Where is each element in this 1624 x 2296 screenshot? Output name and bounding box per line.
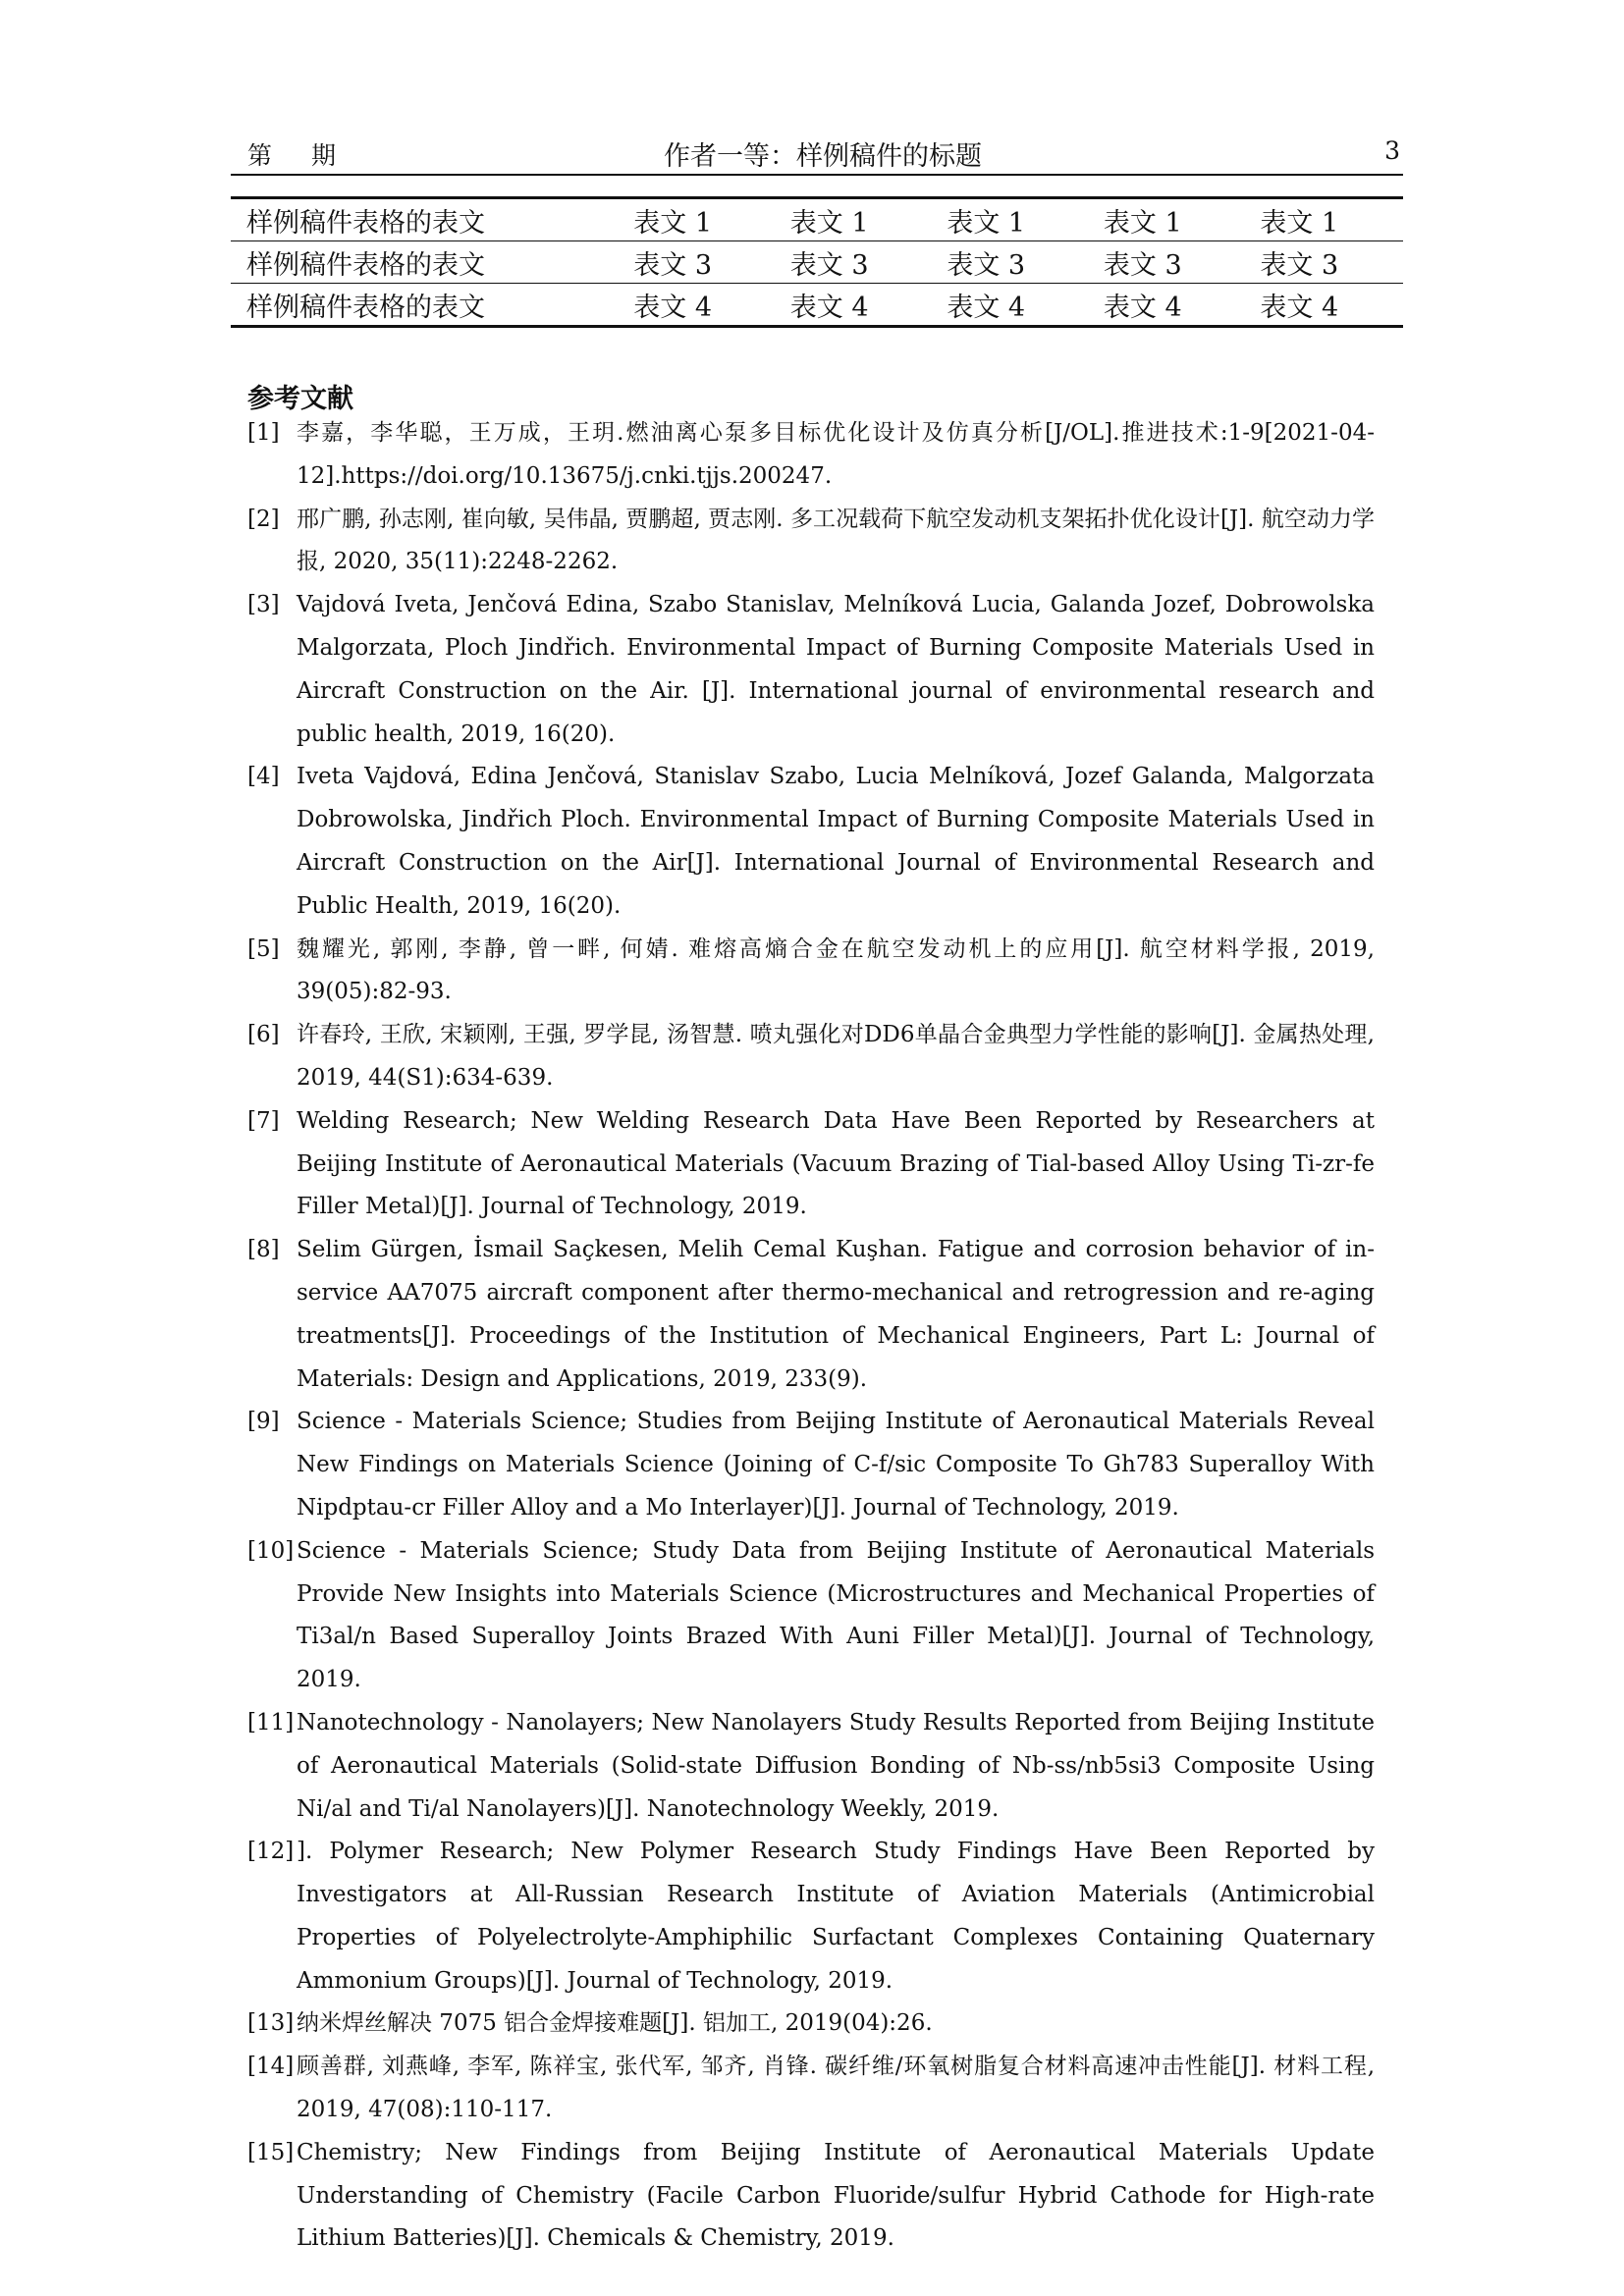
table-row bbox=[231, 198, 1403, 241]
reference-text: Nanotechnology - Nanolayers; New Nanolayers Study Results Reported from Beijing Institute of Aeronautical Materials (Solid-state Diffusion Bonding of Nb-ss/nb5si3 Composite Using Ni/al and Ti/al Nanolayers)[J]. Nanotechnology Weekly, 2019. bbox=[297, 1709, 1375, 1822]
reference-text: 魏耀光, 郭刚, 李静, 曾一畔, 何婧. 难熔高熵合金在航空发动机上的应用[J]. 航空材料学报, 2019, 39(05):82-93. bbox=[297, 935, 1375, 1005]
reference-text: 邢广鹏, 孙志刚, 崔向敏, 吴伟晶, 贾鹏超, 贾志刚. 多工况载荷下航空发动机支架拓扑优化设计[J]. 航空动力学报, 2020, 35(11):2248-2262. bbox=[297, 506, 1375, 575]
page-number: 3 bbox=[1384, 136, 1400, 165]
reference-number: [8] bbox=[247, 1237, 280, 1263]
reference-item bbox=[244, 1702, 1375, 1831]
reference-number: [15] bbox=[247, 2139, 295, 2165]
table-row-label: 样例稿件表格的表文 bbox=[246, 207, 485, 239]
header-rule bbox=[231, 174, 1403, 176]
table-cell: 表文 3 bbox=[1260, 249, 1339, 281]
table-cell: 表文 4 bbox=[633, 292, 713, 323]
reference-number: [7] bbox=[247, 1107, 280, 1134]
reference-number: [4] bbox=[247, 764, 280, 790]
table-cell: 表文 1 bbox=[789, 207, 869, 239]
reference-item bbox=[244, 929, 1375, 1015]
reference-number: [10] bbox=[247, 1537, 295, 1564]
reference-number: [1] bbox=[247, 420, 280, 446]
reference-number: [11] bbox=[247, 1709, 295, 1735]
reference-item bbox=[244, 1530, 1375, 1702]
reference-item bbox=[244, 1229, 1375, 1401]
reference-text: ]. Polymer Research; New Polymer Research Study Findings Have Been Reported by Investigators at All-Russian Research Institute of Aviation Materials (Antimicrobial Properties of Polyelectrolyte-Amphiphilic Surfactant Complexes Containing Quaternary Ammonium Groups)[J]. Journal of Technology, 2019. bbox=[297, 1839, 1375, 1994]
reference-item bbox=[244, 1014, 1375, 1100]
reference-item bbox=[244, 2132, 1375, 2261]
table-cell: 表文 4 bbox=[1103, 292, 1182, 323]
table-cell: 表文 4 bbox=[947, 292, 1026, 323]
table-row-label: 样例稿件表格的表文 bbox=[246, 249, 485, 281]
reference-text: Science - Materials Science; Studies from Beijing Institute of Aeronautical Materials Reveal New Findings on Materials Science (Joining of C-f/sic Composite To Gh783 Superalloy With Nipdptau-cr Filler Alloy and a Mo Interlayer)[J]. Journal of Technology, 2019. bbox=[297, 1409, 1375, 1521]
reference-number: [3] bbox=[247, 592, 280, 618]
reference-text: 许春玲, 王欣, 宋颖刚, 王强, 罗学昆, 汤智慧. 喷丸强化对DD6单晶合金典型力学性能的影响[J]. 金属热处理, 2019, 44(S1):634-639. bbox=[297, 1022, 1375, 1091]
header-title: 作者一等：样例稿件的标题 bbox=[664, 141, 982, 172]
reference-number: [9] bbox=[247, 1409, 280, 1435]
table-cell: 表文 3 bbox=[947, 249, 1026, 281]
reference-text: Welding Research; New Welding Research Data Have Been Reported by Researchers at Beijing Institute of Aeronautical Materials (Vacuum Brazing of Tial-based Alloy Using Ti-zr-fe Filler Metal)[J]. Journal of Technology, 2019. bbox=[297, 1107, 1375, 1220]
reference-text: Chemistry; New Findings from Beijing Institute of Aeronautical Materials Update Understanding of Chemistry (Facile Carbon Fluoride/sulfur Hybrid Cathode for High-rate Lithium Batteries)[J]. Chemicals & Chemistry, 2019. bbox=[297, 2139, 1375, 2252]
table-row bbox=[231, 241, 1403, 284]
table-row bbox=[231, 284, 1403, 327]
reference-number: [13] bbox=[247, 2010, 295, 2037]
reference-text: Selim Gürgen, İsmail Saçkesen, Melih Cemal Kuşhan. Fatigue and corrosion behavior of in-service AA7075 aircraft component after thermo-mechanical and retrogression and re-aging treatments[J]. Proceedings of the Institution of Mechanical Engineers, Part L: Journal of Materials: Design and Applications, 2019, 233(9). bbox=[297, 1237, 1375, 1392]
reference-number: [12] bbox=[247, 1839, 295, 1865]
table-cell: 表文 1 bbox=[633, 207, 713, 239]
reference-number: [5] bbox=[247, 935, 280, 962]
reference-item bbox=[244, 1831, 1375, 2002]
reference-item bbox=[244, 584, 1375, 756]
reference-list bbox=[244, 412, 1375, 2261]
table-cell: 表文 3 bbox=[633, 249, 713, 281]
table-cell: 表文 4 bbox=[1260, 292, 1339, 323]
reference-number: [14] bbox=[247, 2054, 295, 2080]
running-header bbox=[244, 133, 1402, 172]
reference-item bbox=[244, 2002, 1375, 2046]
reference-number: [6] bbox=[247, 1022, 280, 1048]
reference-text: 顾善群, 刘燕峰, 李军, 陈祥宝, 张代军, 邹齐, 肖锋. 碳纤维/环氧树脂复合材料高速冲击性能[J]. 材料工程, 2019, 47(08):110-117. bbox=[297, 2054, 1375, 2123]
sample-table bbox=[231, 196, 1403, 328]
references-heading: 参考文献 bbox=[247, 384, 353, 414]
reference-text: 李嘉，李华聪，王万成，王玥.燃油离心泵多目标优化设计及仿真分析[J/OL].推进技术:1-9[2021-04-12].https://doi.org/10.13675/j.cnki.tjjs.200247. bbox=[297, 420, 1375, 489]
reference-number: [2] bbox=[247, 506, 280, 532]
table-row-label: 样例稿件表格的表文 bbox=[246, 292, 485, 323]
reference-text: Science - Materials Science; Study Data from Beijing Institute of Aeronautical Materials Provide New Insights into Materials Science (Microstructures and Mechanical Properties of Ti3al/n Based Superalloy Joints Brazed With Auni Filler Metal)[J]. Journal of Technology, 2019. bbox=[297, 1537, 1375, 1693]
table-cell: 表文 4 bbox=[789, 292, 869, 323]
reference-text: Iveta Vajdová, Edina Jenčová, Stanislav Szabo, Lucia Melníková, Jozef Galanda, Malgorzata Dobrowolska, Jindřich Ploch. Environmental Impact of Burning Composite Materials Used in Aircraft Construction on the Air[J]. International Journal of Environmental Research and Public Health, 2019, 16(20). bbox=[297, 764, 1375, 919]
reference-item bbox=[244, 1100, 1375, 1229]
reference-item bbox=[244, 499, 1375, 585]
reference-item bbox=[244, 756, 1375, 928]
reference-item bbox=[244, 2046, 1375, 2132]
table-cell: 表文 1 bbox=[947, 207, 1026, 239]
header-issue: 第 期 bbox=[247, 141, 352, 170]
table-cell: 表文 1 bbox=[1260, 207, 1339, 239]
reference-text: Vajdová Iveta, Jenčová Edina, Szabo Stanislav, Melníková Lucia, Galanda Jozef, Dobrowolska Malgorzata, Ploch Jindřich. Environmental Impact of Burning Composite Materials Used in Aircraft Construction on the Air. [J]. International journal of environmental research and public health, 2019, 16(20). bbox=[297, 592, 1375, 747]
table-cell: 表文 1 bbox=[1103, 207, 1182, 239]
reference-item bbox=[244, 1401, 1375, 1529]
reference-text: 纳米焊丝解决 7075 铝合金焊接难题[J]. 铝加工, 2019(04):26. bbox=[297, 2010, 933, 2037]
reference-item bbox=[244, 412, 1375, 499]
table-cell: 表文 3 bbox=[789, 249, 869, 281]
table-cell: 表文 3 bbox=[1103, 249, 1182, 281]
